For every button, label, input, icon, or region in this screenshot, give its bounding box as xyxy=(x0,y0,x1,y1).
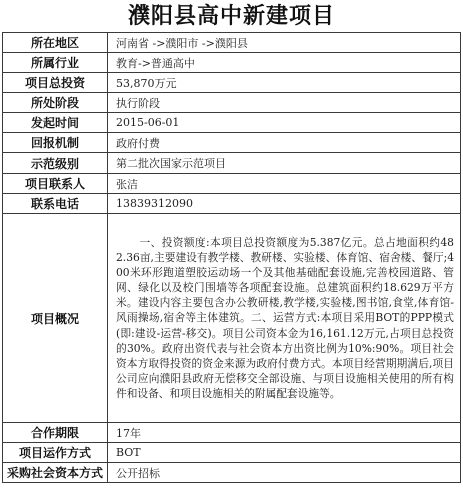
table-row xyxy=(3,174,461,194)
row-value-start-date: 2015-06-01 xyxy=(108,113,461,133)
row-label-contact: 项目联系人 xyxy=(3,174,108,194)
row-label-overview: 项目概况 xyxy=(3,214,108,423)
table-row xyxy=(3,113,461,133)
row-label-region: 所在地区 xyxy=(3,33,108,53)
row-value-region: 河南省 ->濮阳市 ->濮阳县 xyxy=(108,33,461,53)
row-value-contact: 张洁 xyxy=(108,174,461,194)
row-value-total-investment: 53,870万元 xyxy=(108,73,461,93)
row-value-procurement-method: 公开招标 xyxy=(108,463,461,483)
row-label-return-mechanism: 回报机制 xyxy=(3,133,108,153)
row-label-industry: 所属行业 xyxy=(3,53,108,73)
row-value-operation-mode: BOT xyxy=(108,443,461,463)
row-label-stage: 所处阶段 xyxy=(3,93,108,113)
row-label-demo-level: 示范级别 xyxy=(3,153,108,174)
row-value-industry: 教育->普通高中 xyxy=(108,53,461,73)
table-row xyxy=(3,423,461,443)
table-row xyxy=(3,153,461,174)
table-row xyxy=(3,73,461,93)
table-row xyxy=(3,443,461,463)
row-label-cooperation-term: 合作期限 xyxy=(3,423,108,443)
table-row xyxy=(3,463,461,483)
table-row xyxy=(3,214,461,423)
page-title: 濮阳县高中新建项目 xyxy=(127,3,335,29)
table-row xyxy=(3,53,461,73)
row-label-total-investment: 项目总投资 xyxy=(3,73,108,93)
row-label-start-date: 发起时间 xyxy=(3,113,108,133)
row-value-demo-level: 第二批次国家示范项目 xyxy=(108,153,461,174)
table-row xyxy=(3,93,461,113)
table-row xyxy=(3,33,461,53)
row-value-stage: 执行阶段 xyxy=(108,93,461,113)
row-value-phone: 13839312090 xyxy=(108,194,461,214)
row-label-phone: 联系电话 xyxy=(3,194,108,214)
table-row xyxy=(3,133,461,153)
row-value-overview: 一、投资额度:本项目总投资额度为5.387亿元。总占地面积约482.36亩,主要建设有教学楼、教研楼、实验楼、体育馆、宿舍楼、餐厅;400米环形跑道塑胶运动场一个及其他基础配套设施,完善校园道路、管网、绿化以及校门围墙等各项配套设施。总建筑面积约18.629万平方米。建设内容主要包含办公教研楼,教学楼,实验楼,图书馆,食堂,体育馆-风雨操场,宿舍等主体建筑。二、运营方式:本项目采用BOT的PPP模式(即:建设-运营-移交)。项目公司资本金为16,161.12万元,占项目总投资的30%。政府出资代表与社会资本方出资比例为10%:90%。项目社会资本方取得投资的资金来源为政府付费方式。本项目经营期期满后,项目公司应向濮阳县政府无偿移交全部设施、与项目设施相关使用的所有构件和设备、和项目设施相关的附属配套设施等。 xyxy=(108,214,461,423)
row-value-cooperation-term: 17年 xyxy=(108,423,461,443)
table-row xyxy=(3,194,461,214)
row-label-operation-mode: 项目运作方式 xyxy=(3,443,108,463)
project-info-table xyxy=(2,32,461,483)
row-label-procurement-method: 采购社会资本方式 xyxy=(3,463,108,483)
row-value-return-mechanism: 政府付费 xyxy=(108,133,461,153)
